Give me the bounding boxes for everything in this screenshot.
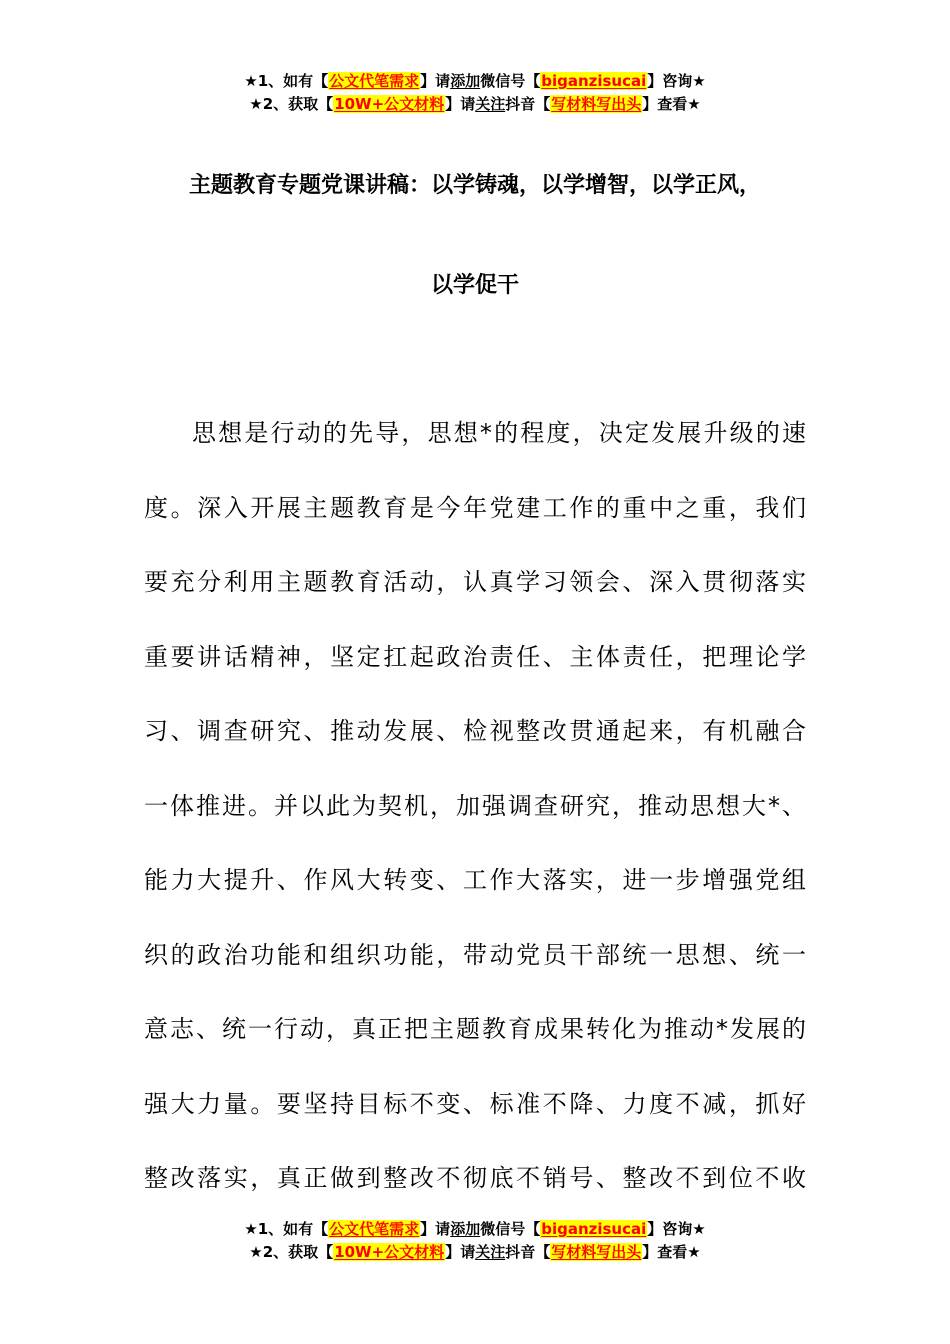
banner-line-1 [0, 70, 950, 93]
banner-text: ★2、获取【 [249, 1243, 334, 1261]
banner-text: 】咨询★ [647, 1220, 706, 1238]
body-line: 强大力量。要坚持目标不变、标准不降、力度不减，抓好 [144, 1089, 806, 1118]
document-title-line-1: 主题教育专题党课讲稿：以学铸魂，以学增智，以学正风， [188, 173, 761, 198]
banner-highlight-wechat-id: biganzisucai [541, 72, 647, 90]
body-line: 织的政治功能和组织功能，带动党员干部统一思想、统一 [144, 940, 806, 969]
banner-highlight-douyin-account: 写材料写出头 [551, 1243, 642, 1261]
banner-line-2 [0, 1241, 950, 1264]
banner-underline-add: 添加 [450, 1220, 481, 1238]
banner-underline-follow: 关注 [475, 1243, 506, 1261]
banner-highlight-wechat-id: biganzisucai [541, 1220, 647, 1238]
banner-text: 微信号【 [480, 72, 541, 90]
header-banner [0, 70, 950, 116]
banner-highlight-materials: 10W+公文材料 [334, 1243, 445, 1261]
body-line: 重要讲话精神，坚定扛起政治责任、主体责任，把理论学 [144, 642, 806, 671]
banner-underline-add: 添加 [450, 72, 481, 90]
banner-text: 】请 [420, 1220, 451, 1238]
document-title-line-2: 以学促干 [430, 273, 519, 298]
body-line: 度。深入开展主题教育是今年党建工作的重中之重，我们 [144, 493, 806, 522]
banner-highlight-service: 公文代笔需求 [329, 72, 420, 90]
banner-text: 】查看★ [642, 1243, 701, 1261]
banner-text: ★1、如有【 [244, 72, 329, 90]
banner-text: ★1、如有【 [244, 1220, 329, 1238]
banner-text: 抖音【 [505, 1243, 551, 1261]
banner-text: 】咨询★ [647, 72, 706, 90]
body-line: 要充分利用主题教育活动，认真学习领会、深入贯彻落实 [144, 568, 806, 596]
banner-highlight-service: 公文代笔需求 [329, 1220, 420, 1238]
body-line: 习、调查研究、推动发展、检视整改贯通起来，有机融合 [144, 717, 806, 745]
banner-text: 】查看★ [642, 95, 701, 113]
banner-text: 】请 [445, 95, 476, 113]
banner-highlight-douyin-account: 写材料写出头 [551, 95, 642, 113]
banner-text: 微信号【 [480, 1220, 541, 1238]
body-paragraph [144, 396, 806, 1216]
banner-line-2 [0, 93, 950, 116]
banner-text: 抖音【 [505, 95, 551, 113]
banner-text: ★2、获取【 [249, 95, 334, 113]
banner-text: 】请 [445, 1243, 476, 1261]
banner-underline-follow: 关注 [475, 95, 506, 113]
body-line: 能力大提升、作风大转变、工作大落实，进一步增强党组 [144, 866, 806, 894]
banner-text: 】请 [420, 72, 451, 90]
banner-line-1 [0, 1218, 950, 1241]
body-line: 整改落实，真正做到整改不彻底不销号、整改不到位不收 [144, 1164, 806, 1192]
body-line: 一体推进。并以此为契机，加强调查研究，推动思想大*、 [144, 791, 806, 820]
banner-highlight-materials: 10W+公文材料 [334, 95, 445, 113]
body-line: 意志、统一行动，真正把主题教育成果转化为推动*发展的 [144, 1015, 806, 1043]
body-line: 思想是行动的先导，思想*的程度，决定发展升级的速 [192, 419, 806, 447]
footer-banner [0, 1218, 950, 1264]
